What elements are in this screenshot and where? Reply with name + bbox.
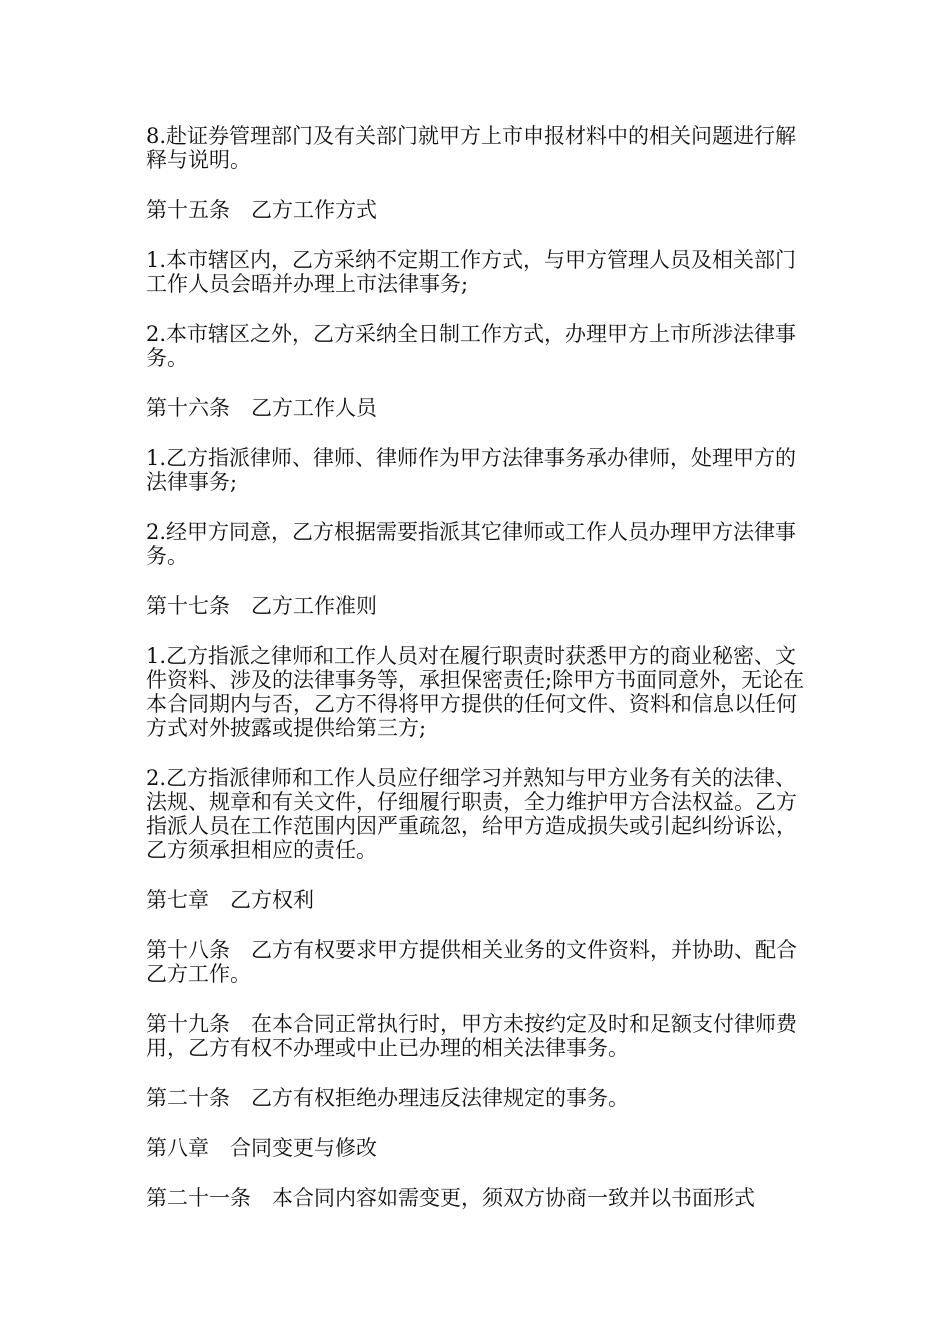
article-16-item-1: 1.乙方指派律师、律师、律师作为甲方法律事务承办律师，处理甲方的法律事务; xyxy=(146,446,797,494)
paragraph-item-8: 8.赴证券管理部门及有关部门就甲方上市申报材料中的相关问题进行解释与说明。 xyxy=(146,124,797,172)
document-body xyxy=(146,124,810,1236)
chapter-7-heading: 第七章 乙方权利 xyxy=(146,888,314,912)
article-17-item-1: 1.乙方指派之律师和工作人员对在履行职责时获悉甲方的商业秘密、文件资料、涉及的法律事务等，承担保密责任;除甲方书面同意外，无论在本合同期内与否，乙方不得将甲方提供的任何文件、资料和信息以任何方式对外披露或提供给第三方; xyxy=(146,644,805,740)
article-21: 第二十一条 本合同内容如需变更，须双方协商一致并以书面形式 xyxy=(146,1186,755,1210)
article-16-heading: 第十六条 乙方工作人员 xyxy=(146,396,377,420)
chapter-8-heading: 第八章 合同变更与修改 xyxy=(146,1136,377,1160)
article-17-item-2: 2.乙方指派律师和工作人员应仔细学习并熟知与甲方业务有关的法律、法规、规章和有关文件，仔细履行职责，全力维护甲方合法权益。乙方指派人员在工作范围内因严重疏忽，给甲方造成损失或引起纠纷诉讼，乙方须承担相应的责任。 xyxy=(146,766,797,862)
article-15-item-2: 2.本市辖区之外，乙方采纳全日制工作方式，办理甲方上市所涉法律事务。 xyxy=(146,322,797,370)
article-15-heading: 第十五条 乙方工作方式 xyxy=(146,198,377,222)
article-20: 第二十条 乙方有权拒绝办理违反法律规定的事务。 xyxy=(146,1086,629,1110)
article-18: 第十八条 乙方有权要求甲方提供相关业务的文件资料，并协助、配合乙方工作。 xyxy=(146,938,797,986)
article-19: 第十九条 在本合同正常执行时，甲方未按约定及时和足额支付律师费用，乙方有权不办理或中止已办理的相关法律事务。 xyxy=(146,1012,797,1060)
article-17-heading: 第十七条 乙方工作准则 xyxy=(146,594,377,618)
article-16-item-2: 2.经甲方同意，乙方根据需要指派其它律师或工作人员办理甲方法律事务。 xyxy=(146,520,797,568)
article-15-item-1: 1.本市辖区内，乙方采纳不定期工作方式，与甲方管理人员及相关部门工作人员会晤并办理上市法律事务; xyxy=(146,248,797,296)
